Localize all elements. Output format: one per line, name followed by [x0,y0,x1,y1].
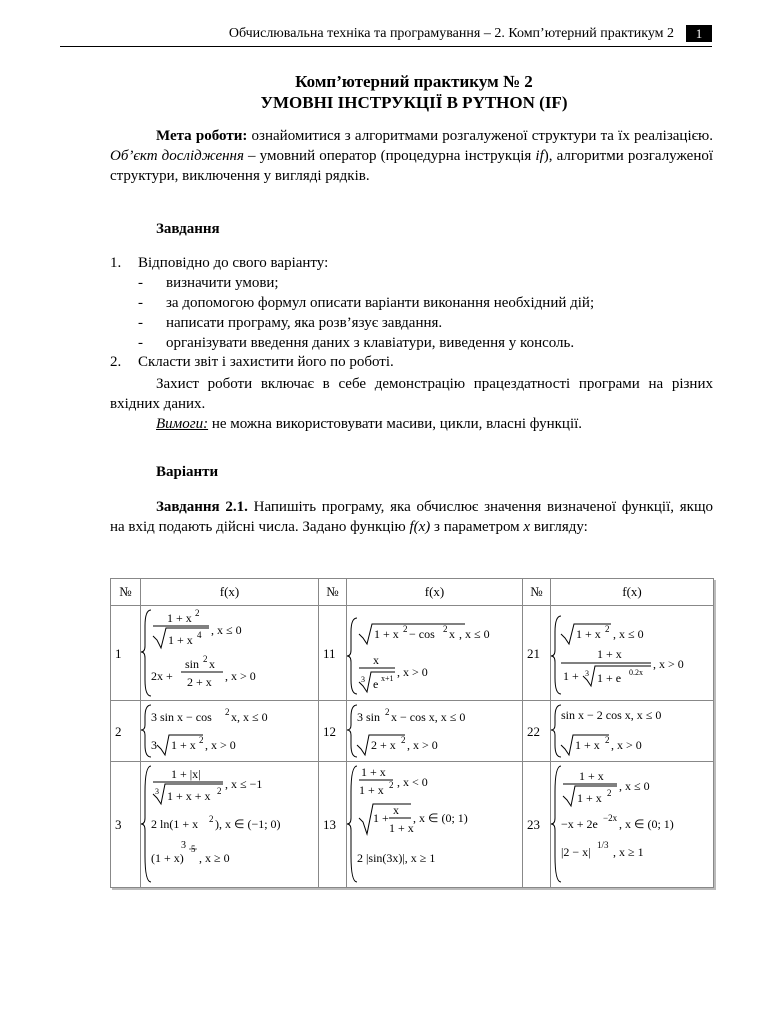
svg-text:x: x [373,653,379,667]
svg-text:2 + x: 2 + x [371,738,396,752]
svg-text:1 + x: 1 + x [577,791,602,805]
svg-text:, x > 0: , x > 0 [653,657,684,671]
svg-text:2: 2 [401,735,406,745]
svg-text:3 sin x − cos: 3 sin x − cos [151,710,212,724]
svg-text:1 + x + x: 1 + x + x [167,789,211,803]
goal-paragraph: Мета роботи: ознайомитися з алгоритмами розгалуженої структури та їх реалізацією. Об’єкт дослідження – умовний оператор (процедурна інструкція if), алгоритми розгалуженої структури, виключення у вигляді рядків. [110,128,714,184]
svg-text:x − cos x, x ≤ 0: x − cos x, x ≤ 0 [391,710,466,724]
svg-text:, x ≥ 1: , x ≥ 1 [613,845,644,859]
svg-text:1 + x: 1 + x [374,627,399,641]
svg-text:1 + x: 1 + x [389,821,414,835]
formula-cell [551,762,713,887]
sub-item: - визначити умови; [138,275,279,291]
formula-cell [347,701,523,762]
svg-text:2: 2 [443,624,448,634]
formula-11 [347,606,521,699]
svg-text:2: 2 [217,786,222,796]
svg-text:, x ≤ −1: , x ≤ −1 [225,777,263,791]
svg-text:3: 3 [585,669,589,678]
svg-text:x: x [209,657,215,671]
svg-text:5: 5 [191,844,196,854]
svg-text:x, x ≤ 0: x, x ≤ 0 [231,710,268,724]
svg-text:1 + x: 1 + x [575,738,600,752]
formula-cell [347,762,523,887]
header-fx: f(x) [347,579,523,606]
svg-text:, x ≤ 0: , x ≤ 0 [211,623,242,637]
task-2-1-paragraph: Завдання 2.1. Напишіть програму, яка обчислює значення визначеної функції, якщо на вхід подають дійсні числа. Задано функцію f(x) з параметром x вигляду: [110,499,713,535]
svg-text:2: 2 [605,735,610,745]
svg-text:2: 2 [607,788,612,798]
svg-text:3: 3 [361,675,365,684]
sub-item: - організувати введення даних з клавіатури, виведення у консоль. [138,335,575,351]
svg-text:, x > 0: , x > 0 [407,738,438,752]
formula-cell [551,701,713,762]
formula-cell [551,606,713,701]
task-item-1: 1. Відповідно до свого варіанту: [110,255,329,271]
svg-text:1 + x: 1 + x [579,769,604,783]
svg-text:x: x [449,627,455,641]
svg-text:1 + x: 1 + x [167,611,192,625]
svg-text:2: 2 [605,624,610,634]
formula-23 [551,762,711,885]
formula-22 [551,701,711,760]
svg-text:, x > 0: , x > 0 [225,669,256,683]
header-text: Обчислювальна техніка та програмування – 2. Комп’ютерний практикум 2 [228,26,674,41]
svg-text:|2 − x|: |2 − x| [561,845,591,859]
variant-number: 1 [111,606,141,701]
svg-text:, x ≥ 0: , x ≥ 0 [199,851,230,865]
svg-text:x+1: x+1 [381,674,394,683]
svg-text:, x < 0: , x < 0 [397,775,428,789]
svg-text:2: 2 [385,707,390,717]
page-header [60,24,712,47]
svg-text:2: 2 [203,654,208,664]
svg-text:3 sin: 3 sin [357,710,381,724]
formula-3 [141,762,317,885]
svg-text:, x ≤ 0: , x ≤ 0 [459,627,490,641]
svg-text:2: 2 [209,814,214,824]
formula-cell [141,762,319,887]
svg-text:1 + x: 1 + x [359,783,384,797]
svg-text:1 + e: 1 + e [597,671,622,685]
svg-text:1 + x: 1 + x [597,647,622,661]
svg-text:, x ≤ 0: , x ≤ 0 [619,779,650,793]
svg-text:1 + x: 1 + x [361,765,386,779]
svg-text:3: 3 [181,840,186,851]
svg-text:2x +: 2x + [151,669,173,683]
variant-number: 13 [319,762,347,887]
formula-cell [347,606,523,701]
formula-cell [141,606,319,701]
page-number: 1 [686,25,712,42]
header-num: № [523,579,551,606]
svg-text:, x ∈ (0; 1): , x ∈ (0; 1) [413,811,468,825]
variant-number: 23 [523,762,551,887]
variants-table [110,578,714,888]
svg-text:3: 3 [151,738,157,752]
title-line-2: УМОВНІ ІНСТРУКЦІЇ В PYTHON (IF) [260,93,568,112]
svg-text:2 ln(1 + x: 2 ln(1 + x [151,817,199,831]
svg-text:1 + x: 1 + x [171,738,196,752]
svg-text:0.2x: 0.2x [629,668,643,677]
svg-text:2: 2 [403,624,408,634]
svg-text:sin x − 2 cos x, x ≤ 0: sin x − 2 cos x, x ≤ 0 [561,708,662,722]
header-num: № [111,579,141,606]
variants-heading: Варіанти [156,464,219,480]
title-line-1: Комп’ютерний практикум № 2 [295,72,533,91]
svg-text:1 +: 1 + [373,811,389,825]
svg-text:2 + x: 2 + x [187,675,212,689]
formula-13 [347,762,521,885]
tasks-heading: Завдання [156,221,220,237]
svg-text:1 +: 1 + [563,669,579,683]
defense-paragraph: Захист роботи включає в себе демонстрацію працездатності програми на різних вхідних даних. [110,376,713,412]
header-num: № [319,579,347,606]
svg-text:sin: sin [185,657,200,671]
sub-item: - за допомогою формул описати варіанти виконання необхідний дій; [138,295,595,311]
formula-2 [141,701,317,760]
svg-text:(1 + x): (1 + x) [151,851,184,865]
svg-text:−2x: −2x [603,813,618,823]
variant-number: 12 [319,701,347,762]
header-fx: f(x) [551,579,713,606]
svg-text:, x ∈ (0; 1): , x ∈ (0; 1) [619,817,674,831]
svg-text:2: 2 [199,735,204,745]
svg-text:− cos: − cos [409,627,435,641]
formula-21 [551,606,711,699]
svg-text:, x ≤ 0: , x ≤ 0 [613,627,644,641]
svg-text:x: x [393,803,399,817]
svg-text:, x > 0: , x > 0 [205,738,236,752]
svg-text:2: 2 [225,707,230,717]
svg-text:, x > 0: , x > 0 [397,665,428,679]
svg-text:1 + |x|: 1 + |x| [171,767,201,781]
variant-number: 3 [111,762,141,887]
svg-text:2 |sin(3x)|, x ≥ 1: 2 |sin(3x)|, x ≥ 1 [357,851,436,865]
header-fx: f(x) [141,579,319,606]
requirements-paragraph: Вимоги: не можна використовувати масиви, цикли, власні функції. [156,416,583,432]
svg-text:e: e [373,677,379,691]
task-item-2: 2. Скласти звіт і захистити його по роботі. [110,354,394,370]
svg-text:), x ∈ (−1; 0): ), x ∈ (−1; 0) [215,817,281,831]
variant-number: 11 [319,606,347,701]
svg-text:1 + x: 1 + x [576,627,601,641]
svg-text:1 + x: 1 + x [168,633,193,647]
formula-cell [141,701,319,762]
svg-text:2: 2 [389,780,394,790]
sub-item: - написати програму, яка розв’язує завдання. [138,315,443,331]
svg-text:2: 2 [195,608,200,618]
variant-number: 21 [523,606,551,701]
formula-1 [141,606,317,699]
svg-text:4: 4 [197,630,202,640]
svg-text:−x + 2e: −x + 2e [561,817,598,831]
svg-text:, x > 0: , x > 0 [611,738,642,752]
svg-text:1/3: 1/3 [597,840,609,850]
formula-12 [347,701,521,760]
svg-text:3: 3 [155,787,159,796]
variant-number: 22 [523,701,551,762]
variant-number: 2 [111,701,141,762]
